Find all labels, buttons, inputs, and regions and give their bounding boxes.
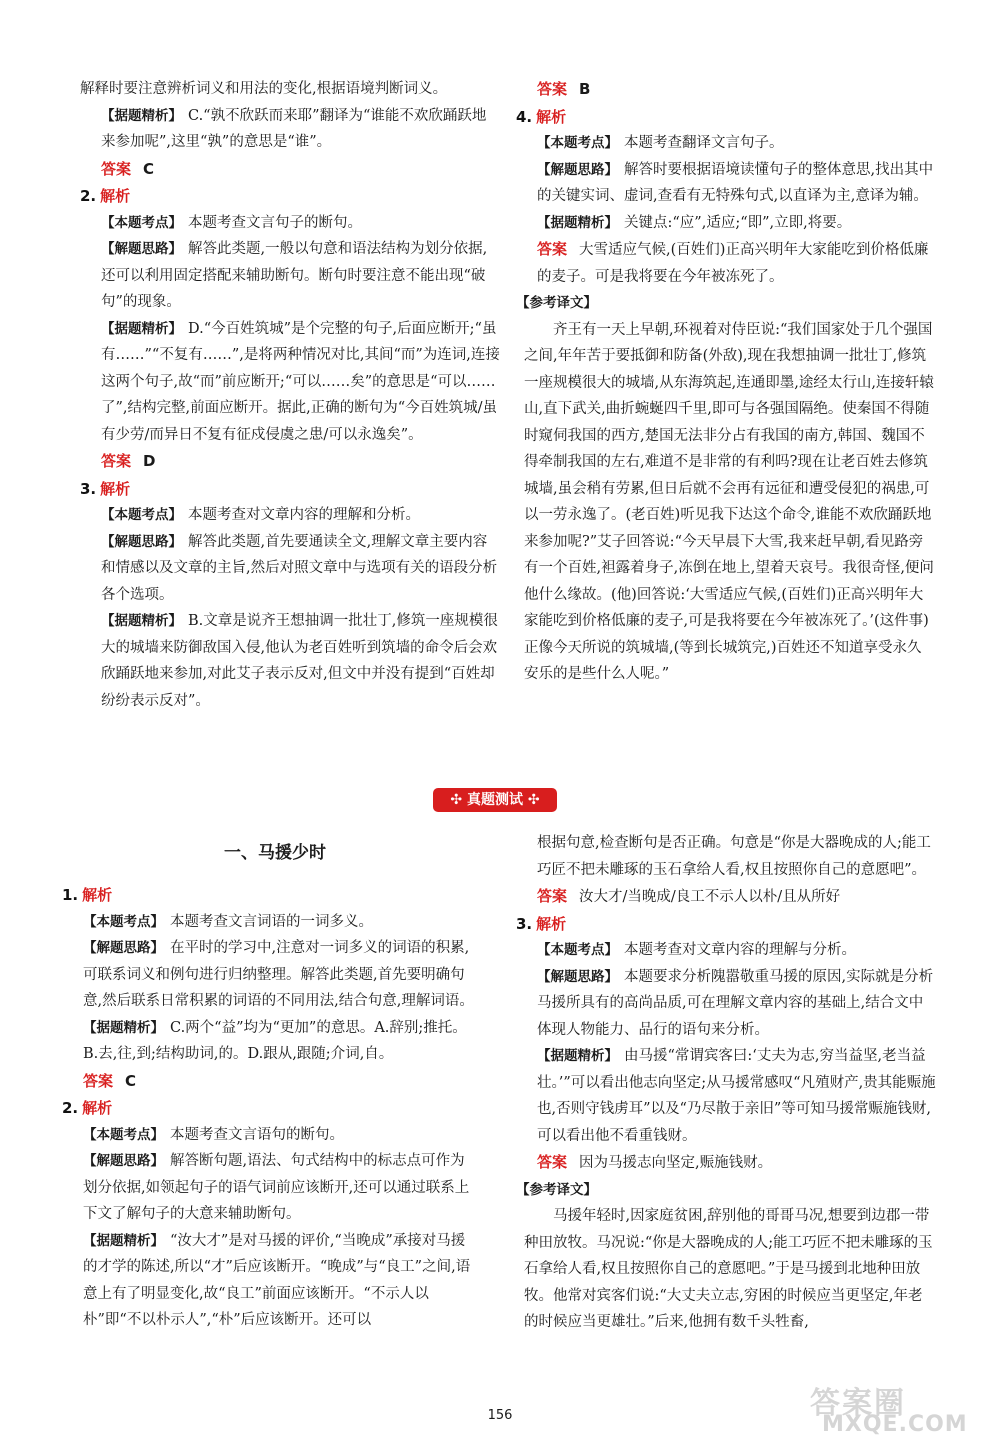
section-title: 一、马援少时 [224, 843, 326, 863]
q3-answer: 答案 B [537, 80, 591, 98]
bq2-point: 【本题考点】 本题考查文言语句的断句。 [83, 1126, 344, 1143]
q4-point: 【本题考点】 本题考查翻译文言句子。 [537, 135, 784, 151]
q1-analysis: 【据题精析】 C.“孰不欣跃而来耶”翻译为“谁能不欢欣踊跃地来参加呢”,这里“孰”的意思是“谁”。 [101, 107, 487, 150]
column-bottom-left [62, 882, 476, 1334]
reference-translation-text: 齐王有一天上早朝,环视着对侍臣说:“我们国家处于几个强国之间,年年苦于要抵御和防备(外敌),现在我想抽调一批壮丁,修筑一座规模很大的城墙,从东海筑起,连通即墨,途经太行山,连接轩辕山,直下武关,曲折蜿蜒四千里,即可与各强国隔绝。使秦国不得随时窥伺我国的西方,楚国无法非分占有我国的南方,韩国、魏国不得牵制我国的左右,难道不是非常的有利吗?现在让老百姓去修筑城墙,虽会稍有劳累,但日后就不会再有远征和遭受侵犯的祸患,可以一劳永逸了。(老百姓)听见我下达这个命令,谁能不欢欣踊跃地来参加呢?”艾子回答说:“今天早晨下大雪,我来赶早朝,看见路旁有一个百姓,袒露着身子,冻倒在地上,望着天哀号。我很奇怪,便问他什么缘故。(他)回答说:‘大雪适应气候,(百姓们)正高兴明年大家能吃到价格低廉的麦子,可是我将要在今年被冻死了。’(这件事)正像今天所说的筑城墙,(等到长城筑完,)百姓还不知道享受永久安乐的是些什么人呢。” [524, 321, 934, 682]
bq2-idea: 【解题思路】 解答断句题,语法、句式结构中的标志点可作为划分依据,如领起句子的语气词前应该断开,还可以通过联系上下文了解句子的大意来辅助断句。 [83, 1153, 470, 1222]
q3-analysis: 【据题精析】 B.文章是说齐王想抽调一批壮丁,修筑一座规模很大的城墙来防御敌国入侵,他认为老百姓听到筑墙的命令后会欢欣踊跃地来参加,对此艾子表示反对,但文中并没有提到“百姓却纷纷表示反对”。 [101, 613, 498, 709]
section-banner: ✣ 真题测试 ✣ [433, 788, 557, 812]
q4-analysis: 【据题精析】 关键点:“应”,适应;“即”,立即,将要。 [537, 214, 852, 231]
intro-text: 解释时要注意辨析词义和用法的变化,根据语境判断词义。 [80, 81, 448, 97]
q1-answer: 答案 C [101, 159, 155, 178]
bq1-answer: 答案 C [83, 1071, 137, 1090]
q3-heading: 3. 解析 [80, 479, 131, 498]
q2-analysis: 【据题精析】 D.“今百姓筑城”是个完整的句子,后面应断开;“虽有……”“不复有……”,是将两种情况对比,其间“而”为连词,连接这两个句子,故“而”前应断开;“可以……矣”的意思是“可以……了”,结构完整,前面应断开。据此,正确的断句为“今百姓筑城/虽有少劳/而异日不复有征戍侵虞之患/可以永逸矣”。 [101, 320, 500, 443]
bq2-analysis: 【据题精析】 “汝大才”是对马援的评价,“当晚成”承接对马援的才学的陈述,所以“才”后应该断开。“晚成”与“良工”之间,语意上有了明显变化,故“良工”前面应该断开。“不示人以朴”即“不以朴示人”,“朴”后应该断开。还可以 [83, 1232, 471, 1328]
q2-idea: 【解题思路】 解答此类题,一般以句意和语法结构为划分依据,还可以利用固定搭配来辅助断句。断句时要注意不能出现“破句”的现象。 [101, 241, 488, 310]
q4-heading: 4. 解析 [516, 107, 567, 126]
bq3-point: 【本题考点】 本题考查对文章内容的理解与分析。 [537, 942, 856, 958]
bq2-analysis-cont: 根据句意,检查断句是否正确。句意是“你是大器晚成的人;能工巧匠不把未雕琢的玉石拿给人看,权且按照你自己的意愿吧”。 [537, 835, 931, 878]
bq2-answer: 答案 汝大才/当晚成/良工不示人以朴/且从所好 [537, 887, 841, 905]
q4-answer: 答案 大雪适应气候,(百姓们)正高兴明年大家能吃到价格低廉的麦子。可是我将要在今年被冻死了。 [537, 240, 929, 285]
q2-heading: 2. 解析 [80, 187, 131, 205]
column-top-left [80, 76, 500, 714]
bottom-reference-text: 马援年轻时,因家庭贫困,辞别他的哥哥马况,想要到边郡一带种田放牧。马况说:“你是大器晚成的人;能工巧匠不把未雕琢的玉石拿给人看,权且按照你自己的意愿吧。”于是马援到北地种田放牧。他常对宾客们说:“大丈夫立志,穷困的时候应当更坚定,年老的时候应当更雄壮。”后来,他拥有数千头牲畜, [524, 1208, 933, 1330]
watermark-logo [800, 1378, 990, 1438]
bq3-answer: 答案 因为马援志向坚定,赈施钱财。 [537, 1153, 773, 1171]
bq3-idea: 【解题思路】 本题要求分析隗嚣敬重马援的原因,实际就是分析马援所具有的高尚品质,可在理解文章内容的基础上,结合文中体现人物能力、品行的语句来分析。 [537, 968, 934, 1038]
page-number: 156 [487, 1408, 513, 1423]
column-bottom-right [516, 830, 936, 1336]
bq1-idea: 【解题思路】 在平时的学习中,注意对一词多义的词语的积累,可联系词义和例句进行归纳整理。解答此类题,首先要明确句意,然后联系日常积累的词语的不同用法,结合句意,理解词语。 [83, 940, 474, 1009]
bottom-reference-heading: 【参考译文】 [516, 1181, 597, 1198]
bq1-analysis: 【据题精析】 C.两个“益”均为“更加”的意思。A.辞别;推托。B.去,往,到;结构助词,的。D.跟从,跟随;介词,自。 [83, 1019, 467, 1062]
bq2-heading: 2. 解析 [62, 1099, 113, 1117]
watermark-line1: 答案圈 [810, 1386, 906, 1421]
q4-idea: 【解题思路】 解答时要根据语境读懂句子的整体意思,找出其中的关键实词、虚词,查看有无特殊句式,以直译为主,意译为辅。 [537, 161, 934, 204]
bq1-heading: 1. 解析 [62, 886, 113, 904]
reference-translation-heading: 【参考译文】 [516, 295, 597, 311]
watermark-line2: MXQE.COM [822, 1412, 968, 1437]
bq3-analysis: 【据题精析】 由马援“常谓宾客曰:‘丈夫为志,穷当益坚,老当益壮。’”可以看出他志向坚定;从马援常感叹“凡殖财产,贵其能赈施也,否则守钱虏耳”以及“乃尽散于亲旧”等可知马援常赈施钱财,可以看出他不看重钱财。 [537, 1048, 936, 1144]
column-top-right [516, 76, 936, 688]
q2-answer: 答案 D [101, 452, 156, 470]
q2-point: 【本题考点】 本题考查文言句子的断句。 [101, 214, 362, 231]
bq1-point: 【本题考点】 本题考查文言词语的一词多义。 [83, 913, 373, 930]
bq3-heading: 3. 解析 [516, 914, 567, 933]
q3-point: 【本题考点】 本题考查对文章内容的理解和分析。 [101, 507, 420, 523]
q3-idea: 【解题思路】 解答此类题,首先要通读全文,理解文章主要内容和情感以及文章的主旨,然后对照文章中与选项有关的语段分析各个选项。 [101, 533, 498, 603]
